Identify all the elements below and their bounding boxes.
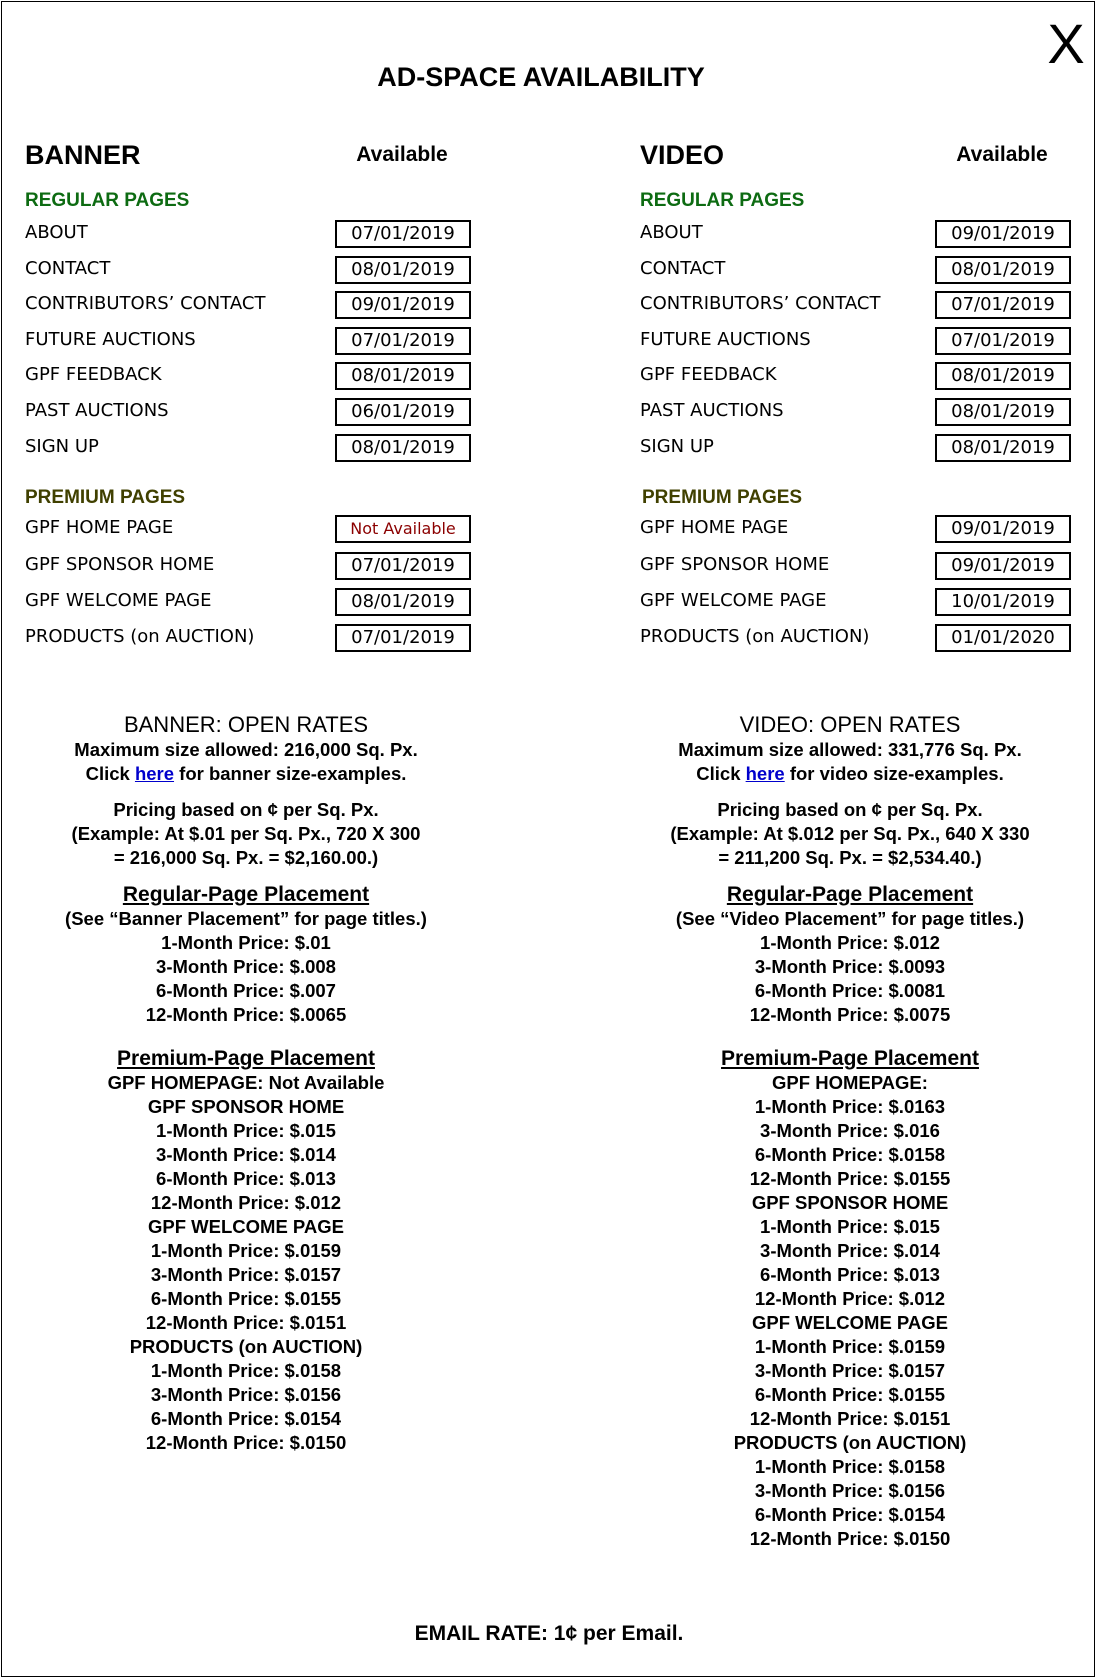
- video-click-prefix: Click: [696, 763, 746, 784]
- video-max-size: Maximum size allowed: 331,776 Sq. Px.: [678, 739, 1022, 760]
- video-premium-availability-date: 09/01/2019: [935, 515, 1071, 543]
- price-line: 3-Month Price: $.014: [156, 1144, 336, 1165]
- banner-regular-page-label: GPF FEEDBACK: [25, 364, 162, 385]
- banner-premium-availability-date: 08/01/2019: [335, 588, 471, 616]
- video-premium-availability-date: 01/01/2020: [935, 624, 1071, 652]
- banner-regular-placement-heading: Regular-Page Placement: [122, 883, 370, 906]
- price-line: 12-Month Price: $.012: [754, 1288, 946, 1309]
- price-line: 6-Month Price: $.0155: [150, 1288, 342, 1309]
- banner-regular-page-label: FUTURE AUCTIONS: [25, 329, 196, 350]
- banner-regular-availability-date: 08/01/2019: [335, 362, 471, 390]
- banner-regular-placement-note: (See “Banner Placement” for page titles.): [65, 908, 427, 929]
- banner-regular-pages-heading: REGULAR PAGES: [25, 190, 190, 211]
- price-line: 1-Month Price: $.0158: [754, 1456, 946, 1477]
- banner-size-examples-link[interactable]: here: [134, 763, 175, 784]
- video-premium-pages-heading: PREMIUM PAGES: [642, 487, 803, 508]
- banner-heading: BANNER: [25, 140, 141, 170]
- banner-open-rates: [0, 712, 506, 1455]
- price-line: 3-Month Price: $.016: [760, 1120, 940, 1141]
- price-line: GPF HOMEPAGE:: [772, 1072, 928, 1093]
- price-line: GPF WELCOME PAGE: [148, 1216, 344, 1237]
- banner-regular-availability-date: 07/01/2019: [335, 327, 471, 355]
- video-premium-page-label: GPF WELCOME PAGE: [640, 590, 827, 611]
- price-line: 1-Month Price: $.01: [161, 932, 331, 953]
- video-heading: VIDEO: [640, 140, 725, 170]
- price-line: 12-Month Price: $.0075: [749, 1004, 951, 1025]
- video-size-examples-line: [590, 762, 1098, 786]
- banner-premium-price-list: [0, 1071, 506, 1455]
- banner-regular-availability-date: 06/01/2019: [335, 398, 471, 426]
- banner-regular-availability-date: 09/01/2019: [335, 291, 471, 319]
- video-premium-page-label: PRODUCTS (on AUCTION): [640, 626, 870, 647]
- price-line: GPF HOMEPAGE: Not Available: [107, 1072, 385, 1093]
- video-regular-pages-heading: REGULAR PAGES: [640, 190, 805, 211]
- price-line: 3-Month Price: $.014: [760, 1240, 940, 1261]
- banner-premium-availability-date: 07/01/2019: [335, 552, 471, 580]
- price-line: GPF SPONSOR HOME: [147, 1096, 345, 1117]
- banner-regular-page-label: CONTACT: [25, 258, 111, 279]
- price-line: 1-Month Price: $.015: [760, 1216, 940, 1237]
- page-title: AD-SPACE AVAILABILITY: [377, 62, 705, 92]
- banner-pricing-example: (Example: At $.01 per Sq. Px., 720 X 300: [71, 823, 421, 844]
- price-line: 6-Month Price: $.0155: [754, 1384, 946, 1405]
- video-regular-page-label: CONTACT: [640, 258, 726, 279]
- price-line: 1-Month Price: $.0159: [754, 1336, 946, 1357]
- price-line: 3-Month Price: $.0093: [754, 956, 946, 977]
- banner-premium-placement-heading: Premium-Page Placement: [117, 1047, 375, 1070]
- banner-premium-page-label: GPF HOME PAGE: [25, 517, 174, 538]
- banner-regular-page-label: CONTRIBUTORS’ CONTACT: [25, 293, 266, 314]
- banner-click-prefix: Click: [85, 763, 135, 784]
- video-premium-availability-date: 10/01/2019: [935, 588, 1071, 616]
- video-regular-page-label: GPF FEEDBACK: [640, 364, 777, 385]
- price-line: 1-Month Price: $.0159: [150, 1240, 342, 1261]
- price-line: 12-Month Price: $.012: [150, 1192, 342, 1213]
- price-line: GPF SPONSOR HOME: [751, 1192, 949, 1213]
- price-line: 12-Month Price: $.0065: [145, 1004, 347, 1025]
- video-regular-page-label: FUTURE AUCTIONS: [640, 329, 811, 350]
- email-rate: EMAIL RATE: 1¢ per Email.: [414, 1622, 684, 1645]
- video-regular-page-label: CONTRIBUTORS’ CONTACT: [640, 293, 881, 314]
- banner-premium-page-label: GPF WELCOME PAGE: [25, 590, 212, 611]
- video-regular-page-label: ABOUT: [640, 222, 703, 243]
- banner-regular-price-list: [0, 931, 506, 1027]
- banner-rates-heading: BANNER: OPEN RATES: [123, 712, 369, 737]
- video-premium-price-list: [590, 1071, 1098, 1551]
- video-regular-availability-date: 08/01/2019: [935, 362, 1071, 390]
- price-line: 1-Month Price: $.0163: [754, 1096, 946, 1117]
- banner-premium-page-label: PRODUCTS (on AUCTION): [25, 626, 255, 647]
- banner-regular-page-label: PAST AUCTIONS: [25, 400, 169, 421]
- video-premium-page-label: GPF SPONSOR HOME: [640, 554, 830, 575]
- price-line: 3-Month Price: $.0156: [754, 1480, 946, 1501]
- price-line: PRODUCTS (on AUCTION): [733, 1432, 967, 1453]
- price-line: 6-Month Price: $.013: [760, 1264, 940, 1285]
- video-regular-availability-date: 08/01/2019: [935, 256, 1071, 284]
- price-line: 6-Month Price: $.0158: [754, 1144, 946, 1165]
- video-regular-page-label: SIGN UP: [640, 436, 714, 457]
- price-line: 12-Month Price: $.0155: [749, 1168, 951, 1189]
- banner-pricing-basis: Pricing based on ¢ per Sq. Px.: [113, 799, 379, 820]
- banner-premium-page-label: GPF SPONSOR HOME: [25, 554, 215, 575]
- video-size-examples-link[interactable]: here: [745, 763, 785, 784]
- price-line: 12-Month Price: $.0151: [749, 1408, 951, 1429]
- video-pricing-basis: Pricing based on ¢ per Sq. Px.: [717, 799, 983, 820]
- banner-regular-availability-date: 07/01/2019: [335, 220, 471, 248]
- price-line: 6-Month Price: $.013: [156, 1168, 336, 1189]
- video-regular-page-label: PAST AUCTIONS: [640, 400, 784, 421]
- banner-regular-page-label: SIGN UP: [25, 436, 99, 457]
- video-click-suffix: for video size-examples.: [784, 763, 1004, 784]
- price-line: PRODUCTS (on AUCTION): [129, 1336, 363, 1357]
- price-line: 3-Month Price: $.0156: [150, 1384, 342, 1405]
- close-button[interactable]: X: [1047, 12, 1085, 75]
- video-pricing-example-total: = 211,200 Sq. Px. = $2,534.40.): [718, 847, 982, 868]
- price-line: 3-Month Price: $.0157: [754, 1360, 946, 1381]
- price-line: 12-Month Price: $.0150: [749, 1528, 951, 1549]
- video-regular-availability-date: 07/01/2019: [935, 291, 1071, 319]
- video-regular-placement-note: (See “Video Placement” for page titles.): [675, 908, 1025, 929]
- price-line: 6-Month Price: $.0154: [754, 1504, 946, 1525]
- banner-size-examples-line: [0, 762, 506, 786]
- banner-premium-availability-date: 07/01/2019: [335, 624, 471, 652]
- video-premium-availability-date: 09/01/2019: [935, 552, 1071, 580]
- banner-max-size: Maximum size allowed: 216,000 Sq. Px.: [74, 739, 418, 760]
- price-line: 3-Month Price: $.008: [156, 956, 336, 977]
- video-regular-availability-date: 08/01/2019: [935, 434, 1071, 462]
- video-premium-placement-heading: Premium-Page Placement: [721, 1047, 979, 1070]
- video-rates-heading: VIDEO: OPEN RATES: [739, 712, 961, 737]
- price-line: 1-Month Price: $.0158: [150, 1360, 342, 1381]
- banner-premium-pages-heading: PREMIUM PAGES: [25, 487, 186, 508]
- banner-click-suffix: for banner size-examples.: [174, 763, 407, 784]
- price-line: 1-Month Price: $.012: [760, 932, 940, 953]
- video-regular-availability-date: 07/01/2019: [935, 327, 1071, 355]
- banner-available-heading: Available: [356, 143, 448, 166]
- banner-premium-availability-date: Not Available: [335, 515, 471, 543]
- banner-regular-page-label: ABOUT: [25, 222, 88, 243]
- banner-regular-availability-date: 08/01/2019: [335, 256, 471, 284]
- video-pricing-example: (Example: At $.012 per Sq. Px., 640 X 330: [670, 823, 1030, 844]
- video-regular-availability-date: 09/01/2019: [935, 220, 1071, 248]
- price-line: 6-Month Price: $.0081: [754, 980, 946, 1001]
- price-line: 3-Month Price: $.0157: [150, 1264, 342, 1285]
- banner-pricing-example-total: = 216,000 Sq. Px. = $2,160.00.): [113, 847, 379, 868]
- video-regular-price-list: [590, 931, 1098, 1027]
- price-line: 1-Month Price: $.015: [156, 1120, 336, 1141]
- price-line: 6-Month Price: $.007: [156, 980, 336, 1001]
- video-regular-placement-heading: Regular-Page Placement: [726, 883, 974, 906]
- video-regular-availability-date: 08/01/2019: [935, 398, 1071, 426]
- price-line: 6-Month Price: $.0154: [150, 1408, 342, 1429]
- price-line: GPF WELCOME PAGE: [752, 1312, 948, 1333]
- video-open-rates: [590, 712, 1098, 1551]
- price-line: 12-Month Price: $.0151: [145, 1312, 347, 1333]
- price-line: 12-Month Price: $.0150: [145, 1432, 347, 1453]
- banner-regular-availability-date: 08/01/2019: [335, 434, 471, 462]
- video-available-heading: Available: [956, 143, 1048, 166]
- video-premium-page-label: GPF HOME PAGE: [640, 517, 789, 538]
